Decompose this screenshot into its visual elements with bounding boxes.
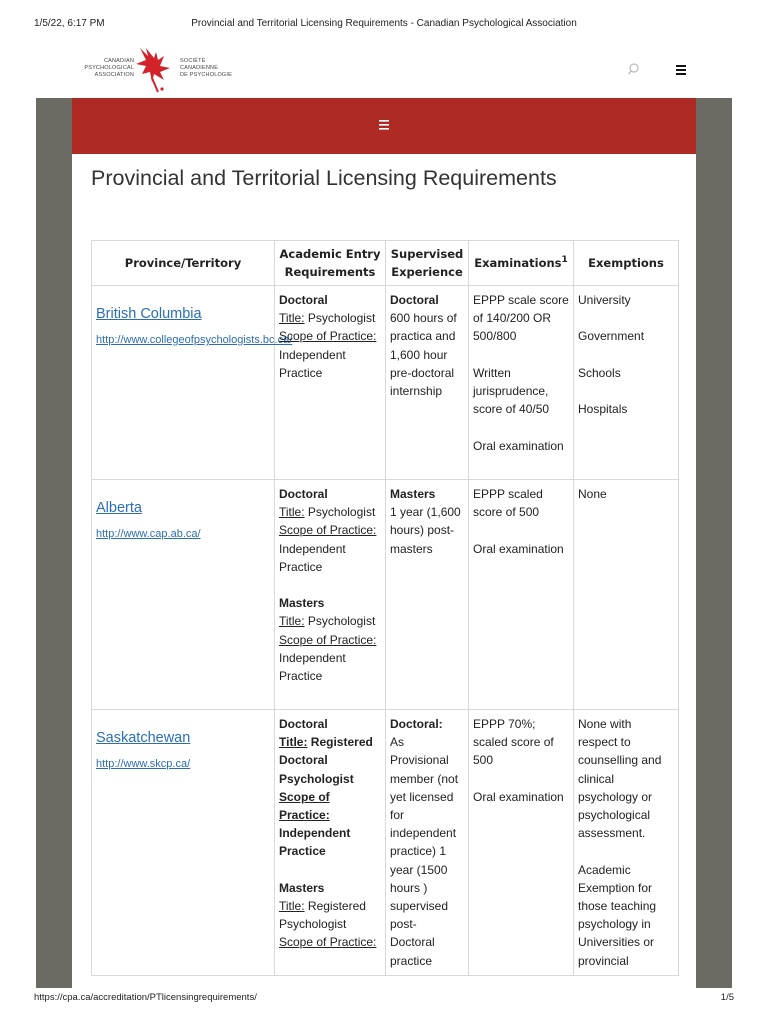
search-button[interactable] [626,62,642,78]
regulator-url-link[interactable]: http://www.skcp.ca/ [96,758,191,770]
cpa-logo[interactable] [82,46,242,94]
column-header-examinations: Examinations$^1$ [469,241,574,286]
province-link[interactable]: Saskatchewan [96,730,191,746]
exemptions-cell: None [574,480,679,710]
province-link[interactable]: Alberta [96,500,142,516]
hamburger-menu-icon [378,118,390,132]
supervised-cell: Doctoral: As Provisional member (not yet licensed for independent practice) 1 year (1500 hours ) supervised post- Doctoral practice [386,710,469,976]
academic-cell: Doctoral Title: Registered Doctoral Psychologist Scope of Practice: Independent Practice Masters Title: Registered Psychologist Scope of Practice: [275,710,386,976]
regulator-url-link[interactable]: http://www.cap.ab.ca/ [96,528,201,540]
maple-leaf-logo-icon [134,46,178,94]
column-header-academic: Academic Entry Requirements [275,241,386,286]
nav-menu-toggle[interactable] [378,118,390,132]
print-header [0,18,768,32]
licensing-requirements-table [91,240,679,976]
exemptions-cell: None with respect to counselling and clinical psychology or psychological assessment. Academic Exemption for those teaching psychology in Universities or provincial [574,710,679,976]
column-header-exemptions: Exemptions [574,241,679,286]
logo-text-english: CANADIAN PSYCHOLOGICAL ASSOCIATION [84,58,134,78]
province-cell [92,286,293,480]
province-cell [92,480,275,710]
footnote-marker: 1 [561,255,568,266]
main-content [72,98,696,988]
table-row [92,286,679,480]
page-number: 1/5 [720,992,734,1003]
print-url: https://cpa.ca/accreditation/PTlicensingrequirements/ [34,992,257,1003]
examinations-cell: EPPP scaled score of 500 Oral examination [469,480,574,710]
menu-button[interactable] [674,62,690,78]
table-row [92,480,679,710]
print-page-title: Provincial and Territorial Licensing Requirements - Canadian Psychological Association [191,18,577,29]
print-footer [0,992,768,1006]
table-row [92,710,679,976]
province-link[interactable]: British Columbia [96,306,202,322]
supervised-cell: Doctoral 600 hours of practica and 1,600 hour pre-doctoral internship [386,286,469,480]
page-title: Provincial and Territorial Licensing Requirements [91,166,557,190]
province-cell [92,710,275,976]
column-header-province: Province/Territory [92,241,275,286]
column-header-supervised: Supervised Experience [386,241,469,286]
logo-text-french: SOCIÉTÉ CANADIENNE DE PSYCHOLOGIE [180,58,233,78]
exemptions-cell: University Government Schools Hospitals [574,286,679,480]
examinations-cell: EPPP 70%; scaled score of 500 Oral examination [469,710,574,976]
academic-cell: Doctoral Title: Psychologist Scope of Practice: Independent Practice [275,286,386,480]
print-datetime: 1/5/22, 6:17 PM [34,18,105,29]
search-icon [626,62,642,78]
regulator-url-link[interactable]: http://www.collegeofpsychologists.bc.ca/ [96,334,293,346]
hamburger-menu-icon [674,62,690,78]
supervised-cell: Masters 1 year (1,600 hours) post- masters [386,480,469,710]
table-header-row [92,241,679,286]
site-header [0,42,768,98]
academic-cell: Doctoral Title: Psychologist Scope of Practice: Independent Practice Masters Title: Psychologist Scope of Practice: Independent Practice [275,480,386,710]
examinations-cell: EPPP scale score of 140/200 OR 500/800 Written jurisprudence, score of 40/50 Oral examination [469,286,574,480]
navigation-bar [72,98,696,154]
